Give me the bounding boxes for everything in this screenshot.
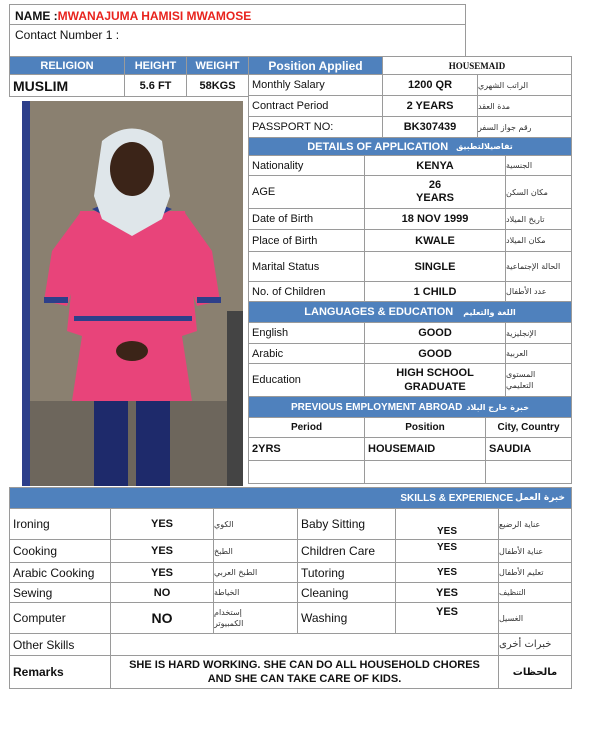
- candidate-photo-image: [22, 101, 243, 486]
- education-line2: GRADUATE: [404, 381, 466, 393]
- skill-sewing-value: NO: [110, 582, 214, 603]
- education-arabic: [505, 363, 572, 397]
- languages-header-arabic: اللغة والتعليم: [463, 307, 516, 317]
- skill-sewing-label: Sewing: [9, 582, 111, 603]
- candidate-photo: [22, 101, 243, 486]
- skills-header: [9, 487, 572, 509]
- employment-period-value: 2YRS: [248, 437, 365, 461]
- skill-childrencare-value: YES: [395, 539, 499, 563]
- dob-value: 18 NOV 1999: [364, 208, 506, 230]
- english-arabic: الإنجليزية: [505, 322, 572, 344]
- arabic-arabic: العربية: [505, 343, 572, 364]
- employment-empty-cell: [485, 460, 572, 484]
- contact-label: Contact Number 1 :: [15, 28, 120, 42]
- skill-ironing-arabic: الكوي: [213, 508, 298, 540]
- employment-empty-cell: [248, 460, 365, 484]
- skills-header-arabic: خبرة العمل: [515, 493, 565, 503]
- remarks-line2: AND SHE CAN TAKE CARE OF KIDS.: [207, 673, 402, 685]
- religion-value: MUSLIM: [9, 74, 125, 97]
- skills-header-text: SKILLS & EXPERIENCE: [400, 492, 514, 504]
- english-value: GOOD: [364, 322, 506, 344]
- contract-period-arabic: مدة العقد: [477, 95, 572, 117]
- employment-header: [248, 396, 572, 418]
- education-arabic-line1: المستوى: [506, 370, 536, 379]
- skill-arabic-cooking-label: Arabic Cooking: [9, 562, 111, 583]
- skill-babysitting-arabic: عناية الرضيع: [498, 508, 572, 540]
- skill-babysitting-value: YES: [395, 508, 499, 540]
- age-number: 26: [428, 179, 442, 191]
- nationality-arabic: الجنسية: [505, 155, 572, 176]
- education-value: [364, 363, 506, 397]
- marital-arabic: الحالة الإجتماعية: [505, 251, 572, 282]
- marital-label: Marital Status: [248, 251, 365, 282]
- languages-header-text: LANGUAGES & EDUCATION: [304, 306, 454, 318]
- age-label: AGE: [248, 175, 365, 209]
- monthly-salary-value: 1200 QR: [382, 74, 478, 96]
- height-value: 5.6 FT: [124, 74, 187, 97]
- skill-computer-value: NO: [110, 602, 214, 634]
- dob-label: Date of Birth: [248, 208, 365, 230]
- remarks-arabic: مالحظات: [498, 655, 572, 689]
- skill-washing-arabic: الغسيل: [498, 602, 572, 634]
- skill-childrencare-arabic: عناية الأطفال: [498, 539, 572, 563]
- skill-cleaning-label: Cleaning: [297, 582, 396, 603]
- skill-computer-label: Computer: [9, 602, 111, 634]
- children-value: 1 CHILD: [364, 281, 506, 302]
- skill-ironing-value: YES: [110, 508, 214, 540]
- employment-header-text: PREVIOUS EMPLOYMENT ABROAD: [291, 401, 463, 413]
- nationality-label: Nationality: [248, 155, 365, 176]
- skill-cleaning-value: YES: [395, 582, 499, 603]
- other-skills-value: [110, 633, 499, 656]
- employment-city-value: SAUDIA: [485, 437, 572, 461]
- age-unit: YEARS: [416, 192, 454, 204]
- employment-col-position: Position: [364, 417, 486, 438]
- position-header: Position Applied: [248, 56, 383, 75]
- details-header-arabic: تفاصيلالتطبيق: [456, 142, 513, 151]
- arabic-value: GOOD: [364, 343, 506, 364]
- employment-header-arabic: خبرة خارج البلاد: [466, 402, 529, 412]
- skill-cooking-arabic: الطبخ: [213, 539, 298, 563]
- marital-value: SINGLE: [364, 251, 506, 282]
- education-label: Education: [248, 363, 365, 397]
- pob-value: KWALE: [364, 229, 506, 252]
- skill-ironing-label: Ironing: [9, 508, 111, 540]
- skill-computer-arabic-line2: الكمبيوتر: [214, 619, 244, 628]
- monthly-salary-arabic: الراتب الشهري: [477, 74, 572, 96]
- religion-header: RELIGION: [9, 56, 125, 75]
- position-applied-value: HOUSEMAID: [382, 56, 572, 75]
- skill-computer-arabic-line1: إستخدام: [214, 608, 242, 617]
- children-label: No. of Children: [248, 281, 365, 302]
- remarks-label: Remarks: [9, 655, 111, 689]
- height-header: HEIGHT: [124, 56, 187, 75]
- education-line1: HIGH SCHOOL: [396, 367, 474, 379]
- employment-empty-cell: [364, 460, 486, 484]
- skill-babysitting-label: Baby Sitting: [297, 508, 396, 540]
- skill-tutoring-value: YES: [395, 562, 499, 583]
- skill-washing-label: Washing: [297, 602, 396, 634]
- employment-position-value: HOUSEMAID: [364, 437, 486, 461]
- passport-label: PASSPORT NO:: [248, 116, 383, 138]
- passport-value: BK307439: [382, 116, 478, 138]
- remarks-value: [110, 655, 499, 689]
- languages-header: [248, 301, 572, 323]
- name-line: [15, 9, 251, 23]
- dob-arabic: تاريخ الميلاد: [505, 208, 572, 230]
- pob-label: Place of Birth: [248, 229, 365, 252]
- skill-washing-value: YES: [395, 602, 499, 634]
- skill-tutoring-label: Tutoring: [297, 562, 396, 583]
- details-header-text: DETAILS OF APPLICATION: [307, 140, 449, 153]
- english-label: English: [248, 322, 365, 344]
- passport-arabic: رقم جواز السفر: [477, 116, 572, 138]
- skill-sewing-arabic: الخياطة: [213, 582, 298, 603]
- skill-arabic-cooking-arabic: الطبخ العربي: [213, 562, 298, 583]
- candidate-name: MWANAJUMA HAMISI MWAMOSE: [57, 9, 252, 23]
- arabic-label: Arabic: [248, 343, 365, 364]
- skill-childrencare-label: Children Care: [297, 539, 396, 563]
- skill-arabic-cooking-value: YES: [110, 562, 214, 583]
- skill-tutoring-arabic: تعليم الأطفال: [498, 562, 572, 583]
- name-label: NAME :: [15, 9, 58, 23]
- employment-col-city: City, Country: [485, 417, 572, 438]
- employment-col-period: Period: [248, 417, 365, 438]
- contract-period-value: 2 YEARS: [382, 95, 478, 117]
- children-arabic: عدد الأطفال: [505, 281, 572, 302]
- skill-cooking-label: Cooking: [9, 539, 111, 563]
- age-arabic: مكان السكن: [505, 175, 572, 209]
- skill-computer-arabic: [213, 602, 298, 634]
- weight-value: 58KGS: [186, 74, 249, 97]
- other-skills-arabic: خبرات أخرى: [498, 633, 572, 656]
- weight-header: WEIGHT: [186, 56, 249, 75]
- details-header: [248, 137, 572, 156]
- monthly-salary-label: Monthly Salary: [248, 74, 383, 96]
- contract-period-label: Contract Period: [248, 95, 383, 117]
- divider: [10, 24, 465, 25]
- remarks-line1: SHE IS HARD WORKING. SHE CAN DO ALL HOUSEHOLD CHORES: [129, 659, 480, 671]
- education-arabic-line2: التعليمي: [506, 381, 534, 390]
- header-box: [9, 4, 466, 56]
- pob-arabic: مكان الميلاد: [505, 229, 572, 252]
- age-value: [364, 175, 506, 209]
- skill-cleaning-arabic: التنظيف: [498, 582, 572, 603]
- other-skills-label: Other Skills: [9, 633, 111, 656]
- skill-cooking-value: YES: [110, 539, 214, 563]
- nationality-value: KENYA: [364, 155, 506, 176]
